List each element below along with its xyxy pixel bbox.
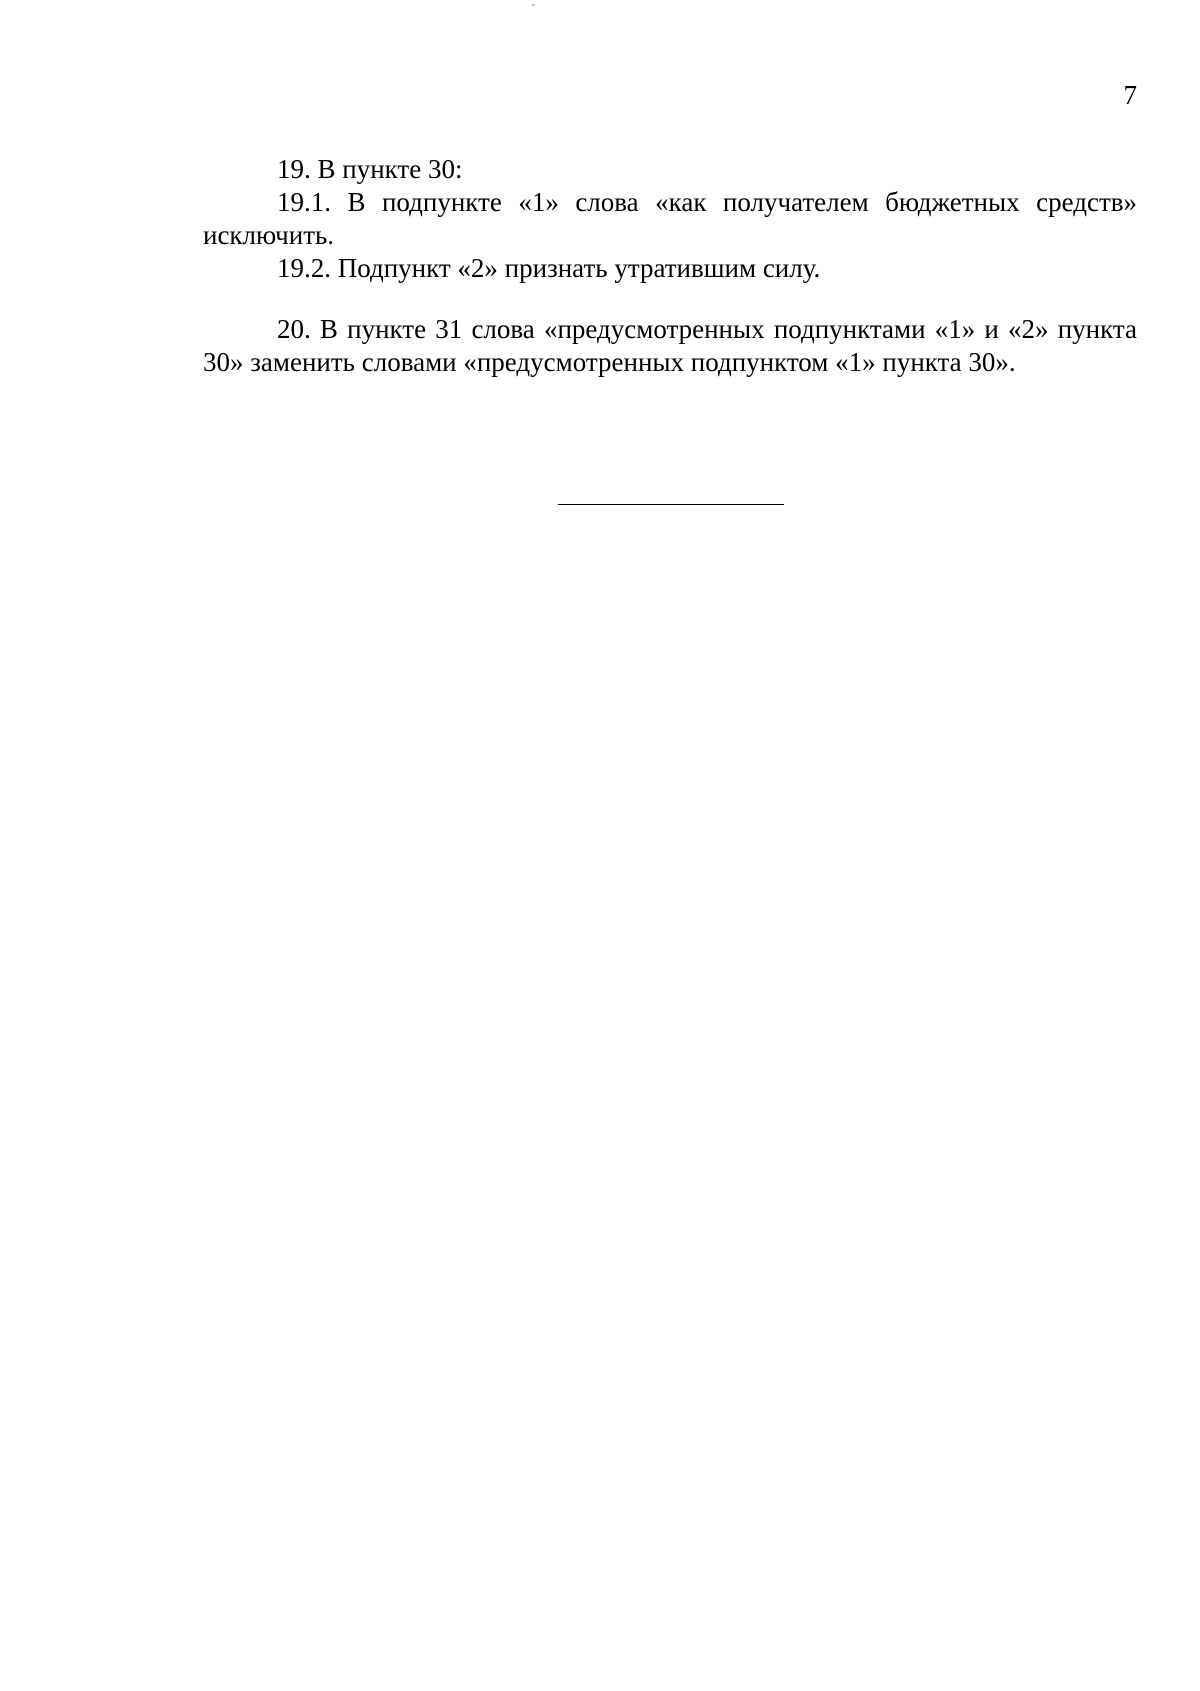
item-19-heading: 19. В пункте 30:	[277, 154, 463, 184]
scan-artifact	[532, 4, 535, 6]
page-number: 7	[1123, 80, 1137, 110]
section-item-19	[203, 153, 1137, 285]
end-of-document-rule	[558, 504, 784, 505]
item-19-1-paragraph: 19.1. В подпункте «1» слова «как получателем бюджетных средств» исключить.	[203, 187, 1137, 250]
item-19-2-paragraph: 19.2. Подпункт «2» признать утратившим силу.	[277, 253, 821, 283]
item-20-paragraph: 20. В пункте 31 слова «предусмотренных подпунктами «1» и «2» пункта 30» заменить словами «предусмотренных подпунктом «1» пункта 30».	[203, 314, 1137, 377]
section-item-20	[203, 313, 1137, 379]
